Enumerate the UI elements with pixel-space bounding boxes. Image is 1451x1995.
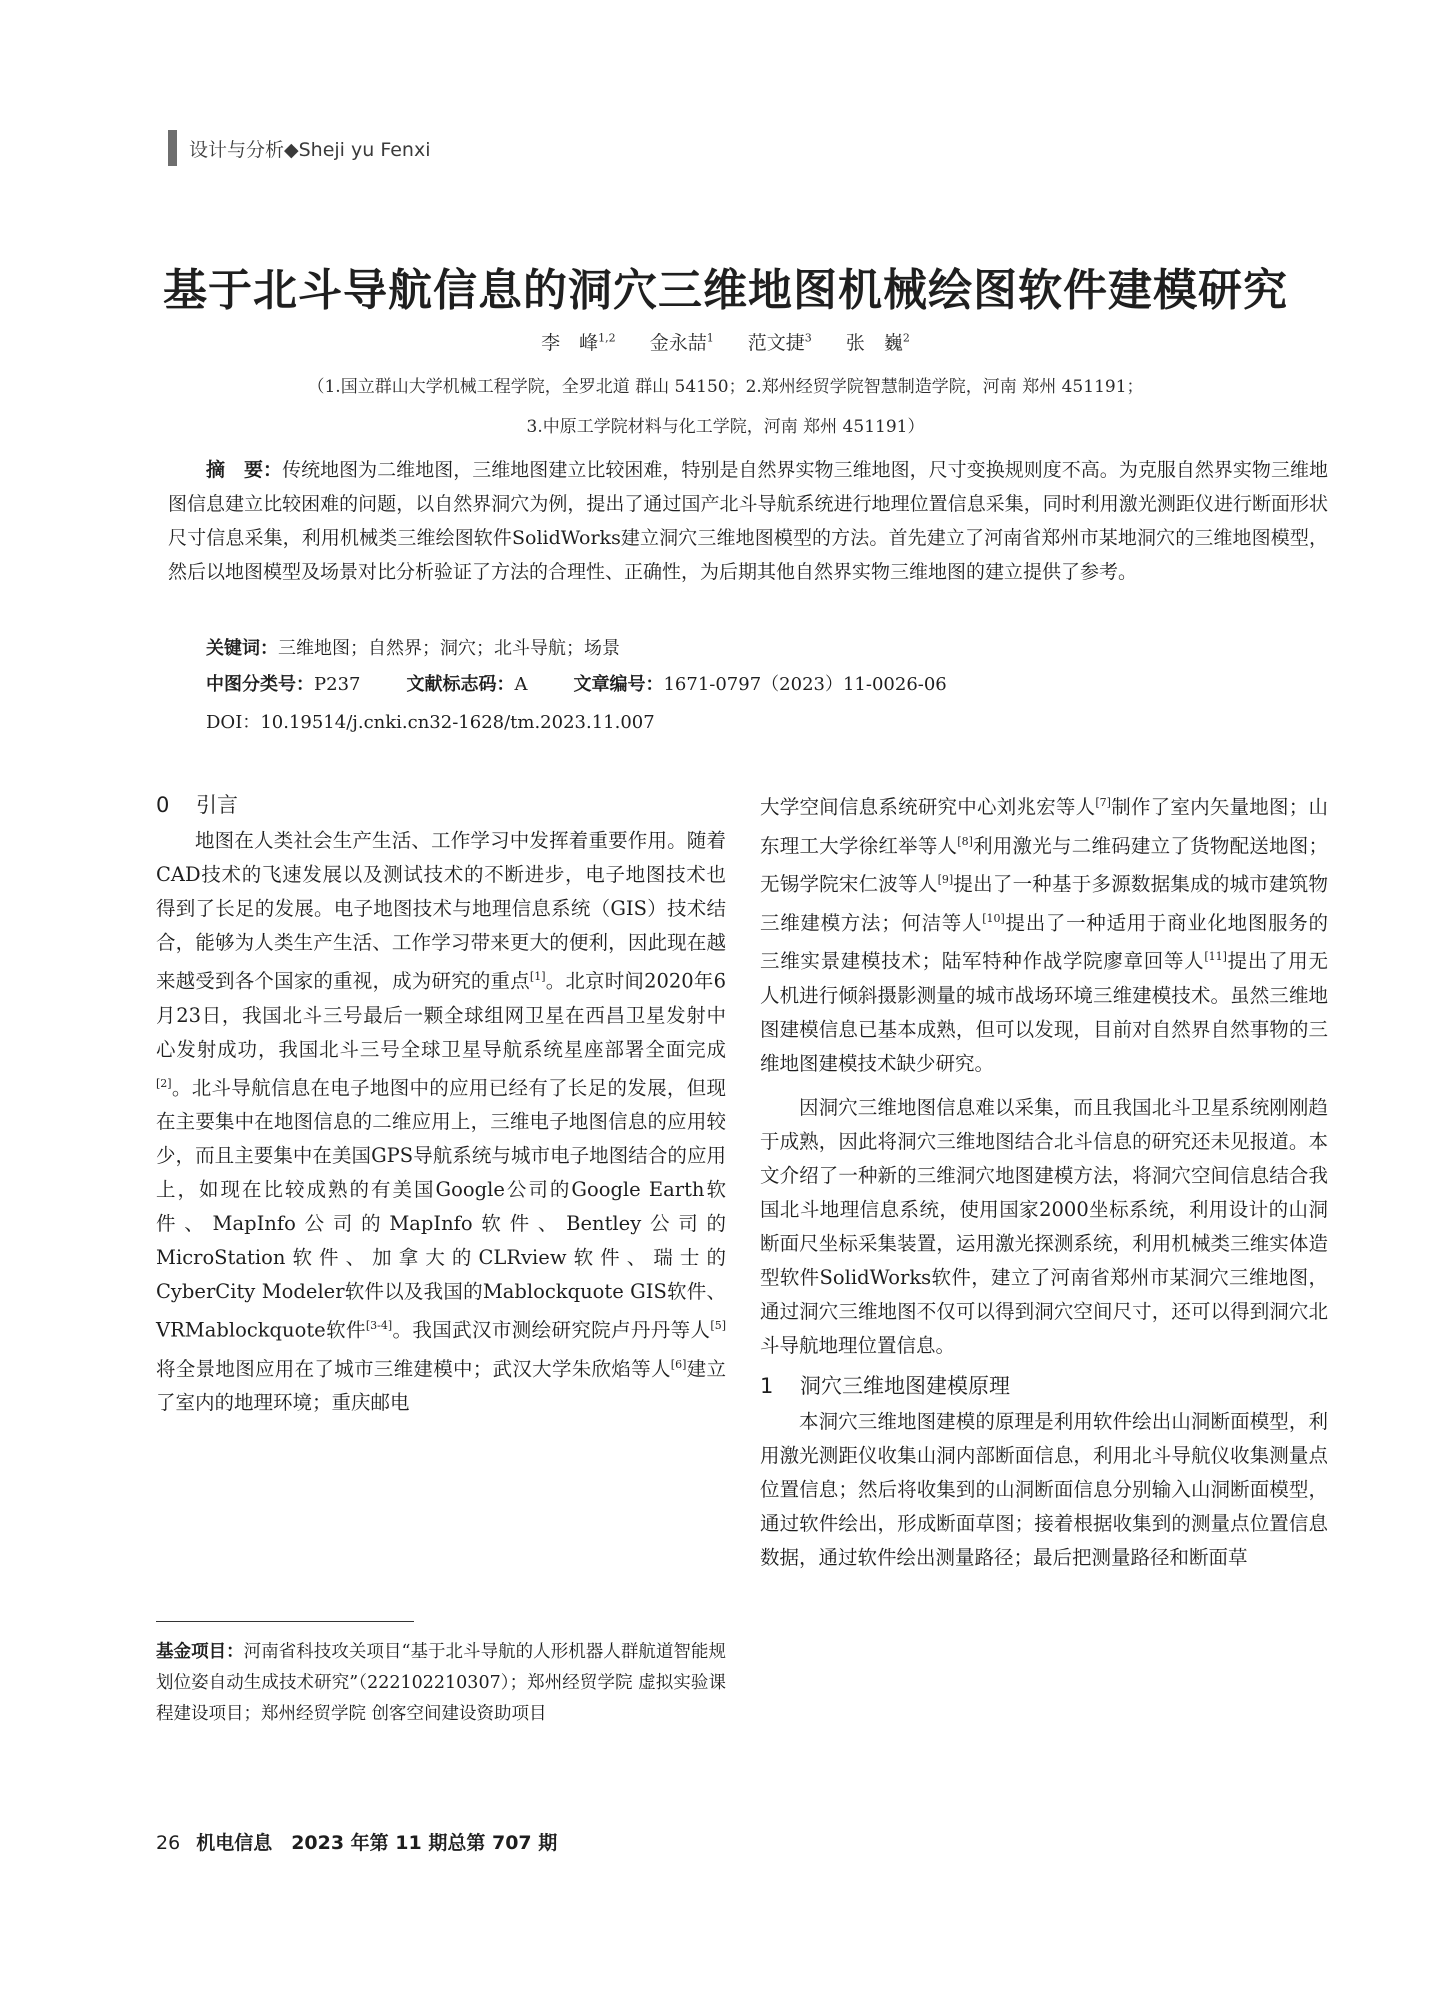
funding-footnote: 基金项目：河南省科技攻关项目“基于北斗导航的人形机器人群航道智能规划位姿自动生成技术研究”（222102210307）；郑州经贸学院 虚拟实验课程建设项目；郑州经贸学院 创客空间建设资助项目 [156,1642,726,1724]
classification-line: 中图分类号：P237 文献标志码：A 文章编号：1671-0797（2023）11-0026-06 [206,674,947,695]
body-paragraph-continued: 大学空间信息系统研究中心刘兆宏等人[7]制作了室内矢量地图；山东理工大学徐红举等人[8]利用激光与二维码建立了货物配送地图；无锡学院宋仁波等人[9]提出了一种基于多源数据集成的城市建筑物三维建模方法；何洁等人[10]提出了一种适用于商业化地图服务的三维实景建模技术；陆军特种作战学院廖章回等人[11]提出了用无人机进行倾斜摄影测量的城市战场环境三维建模技术。虽然三维地图建模信息已基本成熟，但可以发现，目前对自然界自然事物的三维地图建模技术缺少研究。 [760,795,1328,1075]
abstract [168,453,1328,589]
author: 金永喆$^1$ [649,331,714,354]
author: 张 巍$^2$ [845,331,910,354]
header-section: 设计与分析◆Sheji yu Fenxi [189,138,431,161]
author-list [0,328,1451,355]
running-header [168,130,430,166]
affiliation-line-1: （1.国立群山大学机械工程学院，全罗北道 群山 54150；2.郑州经贸学院智慧制造学院，河南 郑州 451191； [307,377,1144,397]
body-paragraph: 本洞穴三维地图建模的原理是利用软件绘出山洞断面模型，利用激光测距仪收集山洞内部断面信息，利用北斗导航仪收集测量点位置信息；然后将收集到的山洞断面信息分别输入山洞断面模型，通过软件绘出，形成断面草图；接着根据收集到的测量点位置信息数据，通过软件绘出测量路径；最后把测量路径和断面草 [760,1409,1328,1569]
intro-paragraph: 地图在人类社会生产生活、工作学习中发挥着重要作用。随着CAD技术的飞速发展以及测试技术的不断进步，电子地图技术也得到了长足的发展。电子地图技术与地理信息系统（GIS）技术结合，能够为人类生产生活、工作学习带来更大的便利，因此现在越来越受到各个国家的重视，成为研究的重点[1]。北京时间2020年6月23日，我国北斗三号最后一颗全球组网卫星在西昌卫星发射中心发射成功，我国北斗三号全球卫星导航系统星座部署全面完成[2]。北斗导航信息在电子地图中的应用已经有了长足的发展，但现在主要集中在地图信息的二维应用上，三维电子地图信息的应用较少，而且主要集中在美国GPS导航系统与城市电子地图结合的应用上，如现在比较成熟的有美国Google公司的Google Earth软件、MapInfo公司的MapInfo软件、Bentley公司的MicroStation软件、加拿大的CLRview软件、瑞士的CyberCity Modeler软件以及我国的Mablockquote GIS软件、VRMablockquote软件[3-4]。我国武汉市测绘研究院卢丹丹等人[5]将全景地图应用在了城市三维建模中；武汉大学朱欣焰等人[6]建立了室内的地理环境；重庆邮电 [156,829,726,1414]
paper-title: 基于北斗导航信息的洞穴三维地图机械绘图软件建模研究 [163,265,1288,316]
right-column [760,786,1328,1575]
journal-issue: 机电信息 2023 年第 11 期总第 707 期 [196,1832,558,1854]
doi: DOI：10.19514/j.cnki.cn32-1628/tm.2023.11.007 [206,712,655,733]
abstract-label: 摘 要： [206,459,283,481]
author: 范文捷$^3$ [747,331,812,354]
affiliation-line-2: 3.中原工学院材料与化工学院，河南 郑州 451191） [526,417,925,437]
header-bar [168,130,177,166]
section-heading-0: 0 引言 [156,793,238,817]
page-footer [156,1828,557,1855]
left-column [156,786,726,1420]
keywords: 关键词：三维地图；自然界；洞穴；北斗导航；场景 [206,638,620,659]
footnote-rule [156,1621,414,1622]
author: 李 峰$^{1,2}$ [541,331,616,354]
abstract-text: 传统地图为二维地图，三维地图建立比较困难，特别是自然界实物三维地图，尺寸变换规则度不高。为克服自然界实物三维地图信息建立比较困难的问题，以自然界洞穴为例，提出了通过国产北斗导航系统进行地理位置信息采集，同时利用激光测距仪进行断面形状尺寸信息采集，利用机械类三维绘图软件SolidWorks建立洞穴三维地图模型的方法。首先建立了河南省郑州市某地洞穴的三维地图模型，然后以地图模型及场景对比分析验证了方法的合理性、正确性，为后期其他自然界实物三维地图的建立提供了参考。 [168,459,1328,583]
body-paragraph: 因洞穴三维地图信息难以采集，而且我国北斗卫星系统刚刚趋于成熟，因此将洞穴三维地图结合北斗信息的研究还未见报道。本文介绍了一种新的三维洞穴地图建模方法，将洞穴空间信息结合我国北斗地理信息系统，使用国家2000坐标系统，利用设计的山洞断面尺坐标采集装置，运用激光探测系统，利用机械类三维实体造型软件SolidWorks软件，建立了河南省郑州市某洞穴三维地图，通过洞穴三维地图不仅可以得到洞穴空间尺寸，还可以得到洞穴北斗导航地理位置信息。 [760,1095,1328,1357]
section-heading-1: 1 洞穴三维地图建模原理 [760,1373,1010,1398]
page-number: 26 [156,1832,181,1854]
